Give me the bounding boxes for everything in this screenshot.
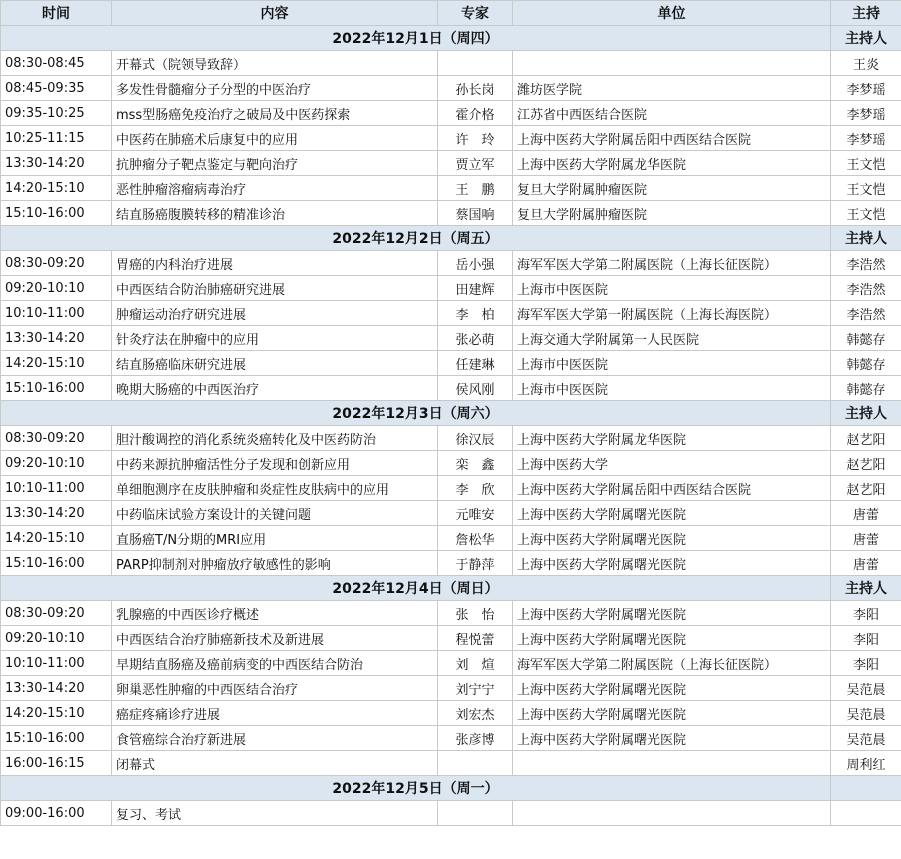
session-time: 13:30-14:20 bbox=[1, 501, 112, 526]
session-host: 王炎 bbox=[831, 51, 901, 76]
session-content: 乳腺癌的中西医诊疗概述 bbox=[112, 601, 438, 626]
day-host-label: 主持人 bbox=[831, 226, 901, 251]
session-expert: 蔡国响 bbox=[438, 201, 513, 226]
session-host: 唐蕾 bbox=[831, 551, 901, 576]
table-row bbox=[1, 626, 901, 651]
session-unit: 上海中医药大学附属岳阳中西医结合医院 bbox=[513, 476, 831, 501]
day-header-row bbox=[1, 401, 901, 426]
session-time: 14:20-15:10 bbox=[1, 701, 112, 726]
session-host: 李梦瑶 bbox=[831, 101, 901, 126]
table-row bbox=[1, 751, 901, 776]
session-expert: 徐汉辰 bbox=[438, 426, 513, 451]
table-row bbox=[1, 251, 901, 276]
session-expert: 程悦蕾 bbox=[438, 626, 513, 651]
session-unit bbox=[513, 801, 831, 826]
session-unit bbox=[513, 51, 831, 76]
session-expert: 孙长岗 bbox=[438, 76, 513, 101]
day-date-label: 2022年12月3日（周六） bbox=[1, 401, 831, 426]
session-unit: 江苏省中西医结合医院 bbox=[513, 101, 831, 126]
session-content: mss型肠癌免疫治疗之破局及中医药探索 bbox=[112, 101, 438, 126]
session-host: 王文恺 bbox=[831, 201, 901, 226]
session-expert: 张 怡 bbox=[438, 601, 513, 626]
session-content: 癌症疼痛诊疗进展 bbox=[112, 701, 438, 726]
session-content: 中医药在肺癌术后康复中的应用 bbox=[112, 126, 438, 151]
table-row bbox=[1, 426, 901, 451]
session-content: 结直肠癌腹膜转移的精准诊治 bbox=[112, 201, 438, 226]
session-host: 赵艺阳 bbox=[831, 451, 901, 476]
day-date-label: 2022年12月1日（周四） bbox=[1, 26, 831, 51]
session-expert: 刘宁宁 bbox=[438, 676, 513, 701]
header-time: 时间 bbox=[1, 1, 112, 26]
table-row bbox=[1, 351, 901, 376]
session-time: 13:30-14:20 bbox=[1, 151, 112, 176]
session-time: 10:10-11:00 bbox=[1, 476, 112, 501]
session-expert: 刘宏杰 bbox=[438, 701, 513, 726]
table-row bbox=[1, 551, 901, 576]
session-unit: 上海中医药大学附属曙光医院 bbox=[513, 551, 831, 576]
session-host: 韩懿存 bbox=[831, 351, 901, 376]
session-unit: 上海市中医医院 bbox=[513, 276, 831, 301]
session-unit: 上海中医药大学附属岳阳中西医结合医院 bbox=[513, 126, 831, 151]
table-row bbox=[1, 601, 901, 626]
day-host-label bbox=[831, 776, 901, 801]
session-time: 08:30-09:20 bbox=[1, 251, 112, 276]
session-time: 14:20-15:10 bbox=[1, 351, 112, 376]
session-unit: 上海中医药大学附属曙光医院 bbox=[513, 601, 831, 626]
session-expert: 詹松华 bbox=[438, 526, 513, 551]
day-header-row bbox=[1, 576, 901, 601]
day-header-row bbox=[1, 226, 901, 251]
session-host: 韩懿存 bbox=[831, 326, 901, 351]
session-time: 15:10-16:00 bbox=[1, 201, 112, 226]
header-expert: 专家 bbox=[438, 1, 513, 26]
session-host: 王文恺 bbox=[831, 151, 901, 176]
session-content: 肿瘤运动治疗研究进展 bbox=[112, 301, 438, 326]
session-unit: 上海中医药大学 bbox=[513, 451, 831, 476]
session-time: 08:45-09:35 bbox=[1, 76, 112, 101]
session-time: 16:00-16:15 bbox=[1, 751, 112, 776]
table-row bbox=[1, 676, 901, 701]
table-row bbox=[1, 126, 901, 151]
session-unit: 复旦大学附属肿瘤医院 bbox=[513, 176, 831, 201]
session-expert: 贾立军 bbox=[438, 151, 513, 176]
session-content: 开幕式（院领导致辞） bbox=[112, 51, 438, 76]
day-date-label: 2022年12月2日（周五） bbox=[1, 226, 831, 251]
day-host-label: 主持人 bbox=[831, 576, 901, 601]
session-time: 09:20-10:10 bbox=[1, 276, 112, 301]
table-row bbox=[1, 801, 901, 826]
session-content: 单细胞测序在皮肤肿瘤和炎症性皮肤病中的应用 bbox=[112, 476, 438, 501]
session-expert bbox=[438, 751, 513, 776]
session-expert: 李 欣 bbox=[438, 476, 513, 501]
session-time: 09:00-16:00 bbox=[1, 801, 112, 826]
session-expert: 张彦博 bbox=[438, 726, 513, 751]
session-time: 08:30-09:20 bbox=[1, 426, 112, 451]
session-unit: 上海中医药大学附属曙光医院 bbox=[513, 626, 831, 651]
session-time: 13:30-14:20 bbox=[1, 326, 112, 351]
session-unit: 上海中医药大学附属曙光医院 bbox=[513, 726, 831, 751]
session-expert: 任建琳 bbox=[438, 351, 513, 376]
session-content: 中药来源抗肿瘤活性分子发现和创新应用 bbox=[112, 451, 438, 476]
session-content: 多发性骨髓瘤分子分型的中医治疗 bbox=[112, 76, 438, 101]
session-expert: 栾 鑫 bbox=[438, 451, 513, 476]
session-expert bbox=[438, 51, 513, 76]
session-expert: 李 柏 bbox=[438, 301, 513, 326]
session-unit: 上海市中医医院 bbox=[513, 376, 831, 401]
session-time: 10:10-11:00 bbox=[1, 301, 112, 326]
session-host: 李梦瑶 bbox=[831, 126, 901, 151]
session-host: 李浩然 bbox=[831, 251, 901, 276]
session-unit: 海军军医大学第一附属医院（上海长海医院） bbox=[513, 301, 831, 326]
session-expert: 元唯安 bbox=[438, 501, 513, 526]
session-host: 周利红 bbox=[831, 751, 901, 776]
session-content: 直肠癌T/N分期的MRI应用 bbox=[112, 526, 438, 551]
session-content: 中西医结合治疗肺癌新技术及新进展 bbox=[112, 626, 438, 651]
table-row bbox=[1, 701, 901, 726]
session-time: 09:35-10:25 bbox=[1, 101, 112, 126]
session-content: 复习、考试 bbox=[112, 801, 438, 826]
table-row bbox=[1, 176, 901, 201]
session-expert: 田建辉 bbox=[438, 276, 513, 301]
session-unit: 上海中医药大学附属龙华医院 bbox=[513, 151, 831, 176]
session-host: 李阳 bbox=[831, 626, 901, 651]
table-row bbox=[1, 326, 901, 351]
session-time: 15:10-16:00 bbox=[1, 726, 112, 751]
session-time: 14:20-15:10 bbox=[1, 176, 112, 201]
session-expert bbox=[438, 801, 513, 826]
session-unit: 上海交通大学附属第一人民医院 bbox=[513, 326, 831, 351]
session-expert: 王 鹏 bbox=[438, 176, 513, 201]
session-unit: 上海中医药大学附属曙光医院 bbox=[513, 501, 831, 526]
session-host: 吴范晨 bbox=[831, 726, 901, 751]
session-content: 晚期大肠癌的中西医治疗 bbox=[112, 376, 438, 401]
session-time: 09:20-10:10 bbox=[1, 626, 112, 651]
session-host: 李浩然 bbox=[831, 301, 901, 326]
session-expert: 张必萌 bbox=[438, 326, 513, 351]
session-time: 09:20-10:10 bbox=[1, 451, 112, 476]
session-content: 卵巢恶性肿瘤的中西医结合治疗 bbox=[112, 676, 438, 701]
session-host: 赵艺阳 bbox=[831, 426, 901, 451]
session-expert: 霍介格 bbox=[438, 101, 513, 126]
day-host-label: 主持人 bbox=[831, 26, 901, 51]
session-unit: 复旦大学附属肿瘤医院 bbox=[513, 201, 831, 226]
header-host: 主持 bbox=[831, 1, 901, 26]
session-time: 15:10-16:00 bbox=[1, 551, 112, 576]
session-host: 吴范晨 bbox=[831, 701, 901, 726]
day-header-row bbox=[1, 26, 901, 51]
day-date-label: 2022年12月5日（周一） bbox=[1, 776, 831, 801]
session-content: 结直肠癌临床研究进展 bbox=[112, 351, 438, 376]
day-host-label: 主持人 bbox=[831, 401, 901, 426]
session-content: 针灸疗法在肿瘤中的应用 bbox=[112, 326, 438, 351]
header-unit: 单位 bbox=[513, 1, 831, 26]
table-row bbox=[1, 376, 901, 401]
session-content: 恶性肿瘤溶瘤病毒治疗 bbox=[112, 176, 438, 201]
table-row bbox=[1, 76, 901, 101]
session-unit: 上海中医药大学附属曙光医院 bbox=[513, 526, 831, 551]
session-expert: 刘 煊 bbox=[438, 651, 513, 676]
session-host: 赵艺阳 bbox=[831, 476, 901, 501]
table-row bbox=[1, 51, 901, 76]
session-time: 10:25-11:15 bbox=[1, 126, 112, 151]
session-unit: 上海中医药大学附属曙光医院 bbox=[513, 701, 831, 726]
session-time: 13:30-14:20 bbox=[1, 676, 112, 701]
table-row bbox=[1, 726, 901, 751]
header-content: 内容 bbox=[112, 1, 438, 26]
session-content: 中西医结合防治肺癌研究进展 bbox=[112, 276, 438, 301]
session-content: 早期结直肠癌及癌前病变的中西医结合防治 bbox=[112, 651, 438, 676]
session-host: 李阳 bbox=[831, 651, 901, 676]
session-unit: 潍坊医学院 bbox=[513, 76, 831, 101]
table-row bbox=[1, 501, 901, 526]
session-host: 李梦瑶 bbox=[831, 76, 901, 101]
session-unit: 上海市中医医院 bbox=[513, 351, 831, 376]
session-host: 韩懿存 bbox=[831, 376, 901, 401]
table-row bbox=[1, 526, 901, 551]
session-time: 08:30-08:45 bbox=[1, 51, 112, 76]
session-content: 中药临床试验方案设计的关键问题 bbox=[112, 501, 438, 526]
table-row bbox=[1, 151, 901, 176]
table-row bbox=[1, 451, 901, 476]
session-time: 15:10-16:00 bbox=[1, 376, 112, 401]
session-content: 胃癌的内科治疗进展 bbox=[112, 251, 438, 276]
table-row bbox=[1, 651, 901, 676]
session-host: 唐蕾 bbox=[831, 501, 901, 526]
day-date-label: 2022年12月4日（周日） bbox=[1, 576, 831, 601]
session-expert: 于静萍 bbox=[438, 551, 513, 576]
session-expert: 侯风刚 bbox=[438, 376, 513, 401]
session-unit: 海军军医大学第二附属医院（上海长征医院） bbox=[513, 251, 831, 276]
session-time: 08:30-09:20 bbox=[1, 601, 112, 626]
session-host bbox=[831, 801, 901, 826]
day-header-row bbox=[1, 776, 901, 801]
table-row bbox=[1, 476, 901, 501]
session-unit: 上海中医药大学附属曙光医院 bbox=[513, 676, 831, 701]
session-content: 胆汁酸调控的消化系统炎癌转化及中医药防治 bbox=[112, 426, 438, 451]
session-unit bbox=[513, 751, 831, 776]
session-host: 李浩然 bbox=[831, 276, 901, 301]
session-host: 吴范晨 bbox=[831, 676, 901, 701]
session-content: 抗肿瘤分子靶点鉴定与靶向治疗 bbox=[112, 151, 438, 176]
session-unit: 上海中医药大学附属龙华医院 bbox=[513, 426, 831, 451]
schedule-body bbox=[1, 26, 901, 826]
header-row bbox=[1, 1, 901, 26]
session-time: 14:20-15:10 bbox=[1, 526, 112, 551]
session-content: 闭幕式 bbox=[112, 751, 438, 776]
session-host: 李阳 bbox=[831, 601, 901, 626]
table-row bbox=[1, 276, 901, 301]
session-content: 食管癌综合治疗新进展 bbox=[112, 726, 438, 751]
session-expert: 岳小强 bbox=[438, 251, 513, 276]
session-unit: 海军军医大学第二附属医院（上海长征医院） bbox=[513, 651, 831, 676]
session-expert: 许 玲 bbox=[438, 126, 513, 151]
session-time: 10:10-11:00 bbox=[1, 651, 112, 676]
table-row bbox=[1, 201, 901, 226]
session-host: 唐蕾 bbox=[831, 526, 901, 551]
table-row bbox=[1, 101, 901, 126]
session-host: 王文恺 bbox=[831, 176, 901, 201]
table-row bbox=[1, 301, 901, 326]
session-content: PARP抑制剂对肿瘤放疗敏感性的影响 bbox=[112, 551, 438, 576]
